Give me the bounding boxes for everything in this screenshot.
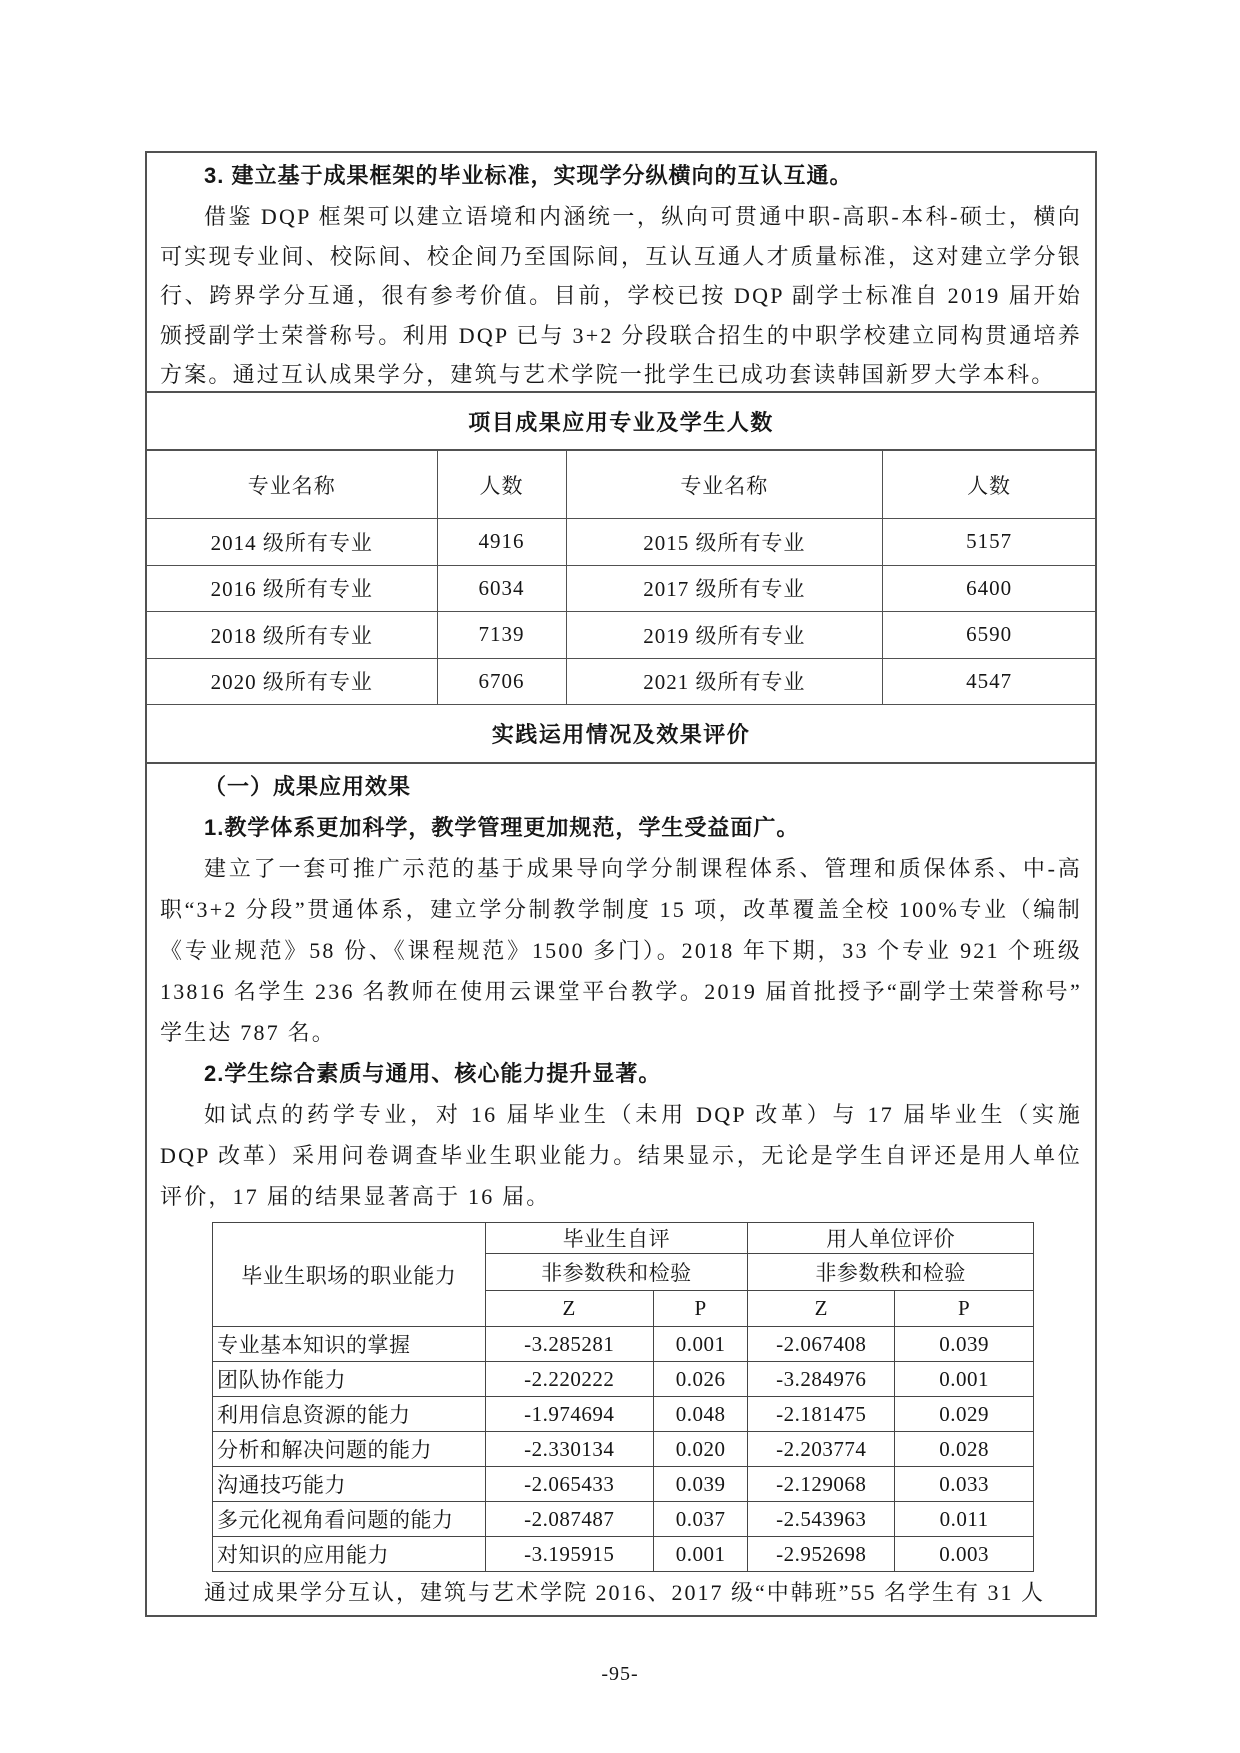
count-cell: 5157 xyxy=(883,519,1095,566)
stats-header-row-groups xyxy=(213,1223,1034,1254)
p-value: 0.033 xyxy=(895,1467,1034,1502)
page-number: -95- xyxy=(601,1663,639,1685)
closing-line: 通过成果学分互认，建筑与艺术学院 2016、2017 级“中韩班”55 名学生有 31 人 xyxy=(204,1580,1046,1605)
z-value: -3.284976 xyxy=(748,1362,895,1397)
point2-paragraph: 如试点的药学专业，对 16 届毕业生（未用 DQP 改革）与 17 届毕业生（实施 DQP 改革）采用问卷调查毕业生职业能力。结果显示，无论是学生自评还是用人单位评价，17 届的结果显著高于 16 届。 xyxy=(160,1102,1082,1209)
count-cell: 6400 xyxy=(883,565,1095,612)
column-header: Z xyxy=(485,1291,653,1327)
z-value: -2.543963 xyxy=(748,1502,895,1537)
major-cell: 2016 级所有专业 xyxy=(147,565,437,612)
z-value: -2.065433 xyxy=(485,1467,653,1502)
column-header: P xyxy=(895,1291,1034,1327)
point1-paragraph: 建立了一套可推广示范的基于成果导向学分制课程体系、管理和质保体系、中-高职“3+2 分段”贯通体系，建立学分制教学制度 15 项，改革覆盖全校 100%专业（编制《专业规范》58 份、《课程规范》1500 多门）。2018 年下期，33 个专业 921 个班级 13816 名学生 236 名教师在使用云课堂平台教学。2019 届首批授予“副学士荣誉称号”学生达 787 名。 xyxy=(160,856,1082,1045)
z-value: -3.285281 xyxy=(485,1327,653,1362)
ability-label: 对知识的应用能力 xyxy=(213,1537,486,1572)
z-value: -2.087487 xyxy=(485,1502,653,1537)
major-cell: 2014 级所有专业 xyxy=(147,519,437,566)
table-row xyxy=(213,1397,1034,1432)
p-value: 0.001 xyxy=(895,1362,1034,1397)
ability-label: 分析和解决问题的能力 xyxy=(213,1432,486,1467)
p-value: 0.039 xyxy=(653,1467,747,1502)
table-row xyxy=(213,1432,1034,1467)
stats-table xyxy=(212,1222,1034,1572)
column-header: P xyxy=(653,1291,747,1327)
z-value: -2.181475 xyxy=(748,1397,895,1432)
p-value: 0.039 xyxy=(895,1327,1034,1362)
count-cell: 6034 xyxy=(437,565,566,612)
table-row xyxy=(147,658,1095,704)
table-row xyxy=(147,612,1095,659)
sub-heading-application-effect: （一）成果应用效果 xyxy=(204,774,412,799)
test-label: 非参数秩和检验 xyxy=(485,1254,748,1291)
group-header-employer: 用人单位评价 xyxy=(748,1223,1034,1254)
count-cell: 4916 xyxy=(437,519,566,566)
count-cell: 7139 xyxy=(437,612,566,659)
table-row xyxy=(213,1362,1034,1397)
section-paragraph: 借鉴 DQP 框架可以建立语境和内涵统一，纵向可贯通中职-高职-本科-硕士，横向可实现专业间、校际间、校企间乃至国际间，互认互通人才质量标准，这对建立学分银行、跨界学分互通，很有参考价值。目前，学校已按 DQP 副学士标准自 2019 届开始颁授副学士荣誉称号。利用 DQP 已与 3+2 分段联合招生的中职学校建立同构贯通培养方案。通过互认成果学分，建筑与艺术学院一批学生已成功套读韩国新罗大学本科。 xyxy=(160,204,1082,387)
z-value: -2.330134 xyxy=(485,1432,653,1467)
enrollment-header-row xyxy=(147,451,1095,519)
z-value: -2.220222 xyxy=(485,1362,653,1397)
point1-heading: 1.教学体系更加科学，教学管理更加规范，学生受益面广。 xyxy=(204,815,800,840)
column-header: 人数 xyxy=(883,451,1095,519)
major-cell: 2015 级所有专业 xyxy=(566,519,883,566)
p-value: 0.001 xyxy=(653,1537,747,1572)
section-graduation-standard xyxy=(147,153,1095,393)
ability-label: 利用信息资源的能力 xyxy=(213,1397,486,1432)
major-cell: 2019 级所有专业 xyxy=(566,612,883,659)
p-value: 0.029 xyxy=(895,1397,1034,1432)
group-header-self: 毕业生自评 xyxy=(485,1223,748,1254)
p-value: 0.048 xyxy=(653,1397,747,1432)
section-heading: 3. 建立基于成果框架的毕业标准，实现学分纵横向的互认互通。 xyxy=(204,163,853,188)
p-value: 0.003 xyxy=(895,1537,1034,1572)
z-value: -2.952698 xyxy=(748,1537,895,1572)
form-border-box xyxy=(145,151,1097,1617)
count-cell: 6706 xyxy=(437,658,566,704)
p-value: 0.037 xyxy=(653,1502,747,1537)
z-value: -2.067408 xyxy=(748,1327,895,1362)
p-value: 0.001 xyxy=(653,1327,747,1362)
table-row xyxy=(147,519,1095,566)
column-header: 专业名称 xyxy=(566,451,883,519)
p-value: 0.011 xyxy=(895,1502,1034,1537)
p-value: 0.028 xyxy=(895,1432,1034,1467)
enrollment-table-title: 项目成果应用专业及学生人数 xyxy=(147,393,1095,451)
major-cell: 2017 级所有专业 xyxy=(566,565,883,612)
test-label: 非参数秩和检验 xyxy=(748,1254,1034,1291)
section-practice-evaluation xyxy=(147,764,1095,1614)
ability-label: 多元化视角看问题的能力 xyxy=(213,1502,486,1537)
ability-label: 团队协作能力 xyxy=(213,1362,486,1397)
major-cell: 2020 级所有专业 xyxy=(147,658,437,704)
practice-section-title: 实践运用情况及效果评价 xyxy=(147,704,1095,764)
p-value: 0.020 xyxy=(653,1432,747,1467)
z-value: -2.203774 xyxy=(748,1432,895,1467)
z-value: -3.195915 xyxy=(485,1537,653,1572)
p-value: 0.026 xyxy=(653,1362,747,1397)
z-value: -2.129068 xyxy=(748,1467,895,1502)
column-header: 专业名称 xyxy=(147,451,437,519)
count-cell: 6590 xyxy=(883,612,1095,659)
table-row xyxy=(213,1327,1034,1362)
point2-heading: 2.学生综合素质与通用、核心能力提升显著。 xyxy=(204,1061,662,1086)
table-row xyxy=(213,1467,1034,1502)
column-header: Z xyxy=(748,1291,895,1327)
z-value: -1.974694 xyxy=(485,1397,653,1432)
table-row xyxy=(147,565,1095,612)
ability-label: 沟通技巧能力 xyxy=(213,1467,486,1502)
major-cell: 2021 级所有专业 xyxy=(566,658,883,704)
table-row xyxy=(213,1537,1034,1572)
row-header-cell: 毕业生职场的职业能力 xyxy=(213,1223,486,1327)
enrollment-table xyxy=(147,451,1095,704)
count-cell: 4547 xyxy=(883,658,1095,704)
ability-label: 专业基本知识的掌握 xyxy=(213,1327,486,1362)
column-header: 人数 xyxy=(437,451,566,519)
major-cell: 2018 级所有专业 xyxy=(147,612,437,659)
table-row xyxy=(213,1502,1034,1537)
